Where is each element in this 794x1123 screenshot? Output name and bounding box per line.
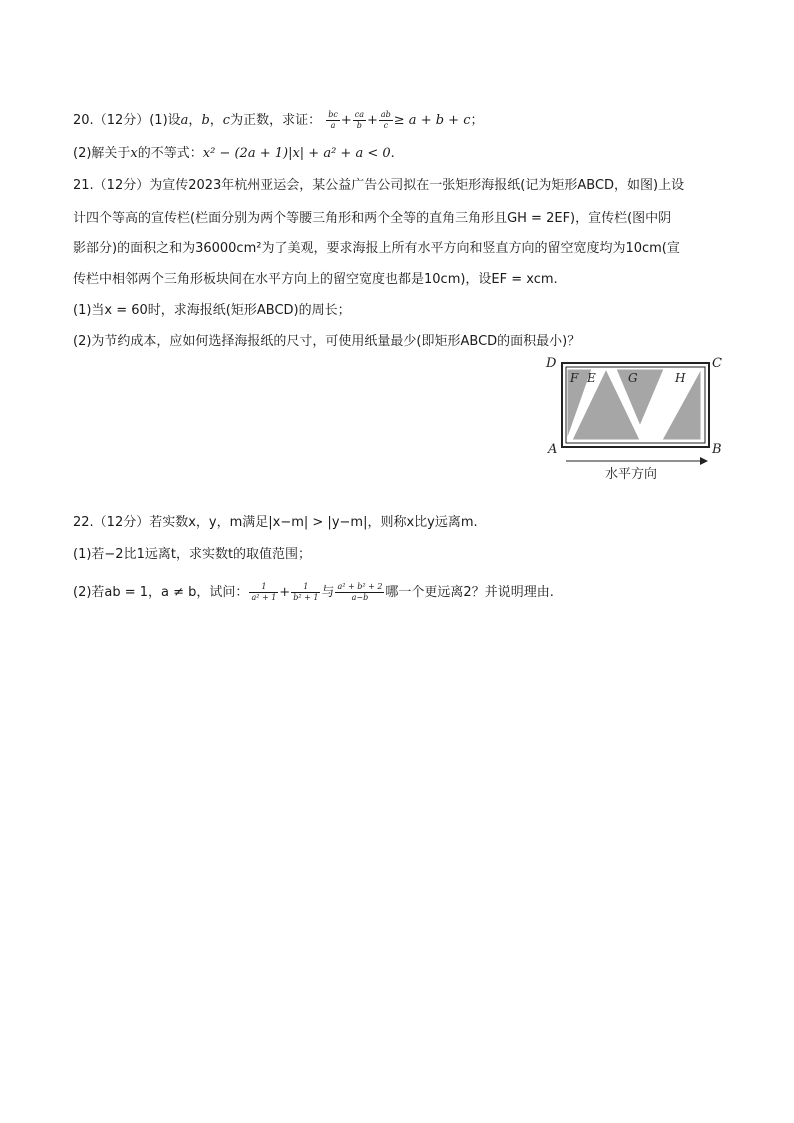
poster-diagram <box>540 352 730 482</box>
frac-denominator: a−b <box>351 593 369 602</box>
q22-fraction-3 <box>335 582 384 603</box>
q20-part2-text2: 的不等式： <box>137 146 203 161</box>
direction-caption: 水平方向 <box>605 467 658 482</box>
frac-denominator: c <box>383 121 389 130</box>
q20-line1 <box>73 110 484 131</box>
q20-part1-lead: (1)设 <box>149 113 181 128</box>
q20-part2-text: (2)解关于 <box>73 146 131 161</box>
frac-denominator: b <box>356 121 362 130</box>
q22-part2-tail: 哪一个更远离2？并说明理由. <box>385 585 554 600</box>
q20-comma: ， <box>209 113 223 128</box>
frac-numerator: ca <box>354 110 364 119</box>
plus-sign: + <box>366 113 378 128</box>
q21-line1: 21.（12分）为宣传2023年杭州亚运会，某公益广告公司拟在一张矩形海报纸(记为矩形ABCD，如图)上设 <box>73 178 685 193</box>
label-h: H <box>675 371 686 385</box>
frac-denominator: a² + 1 <box>251 593 277 602</box>
label-e: E <box>587 371 596 385</box>
frac-numerator: 1 <box>291 582 320 593</box>
frac-denominator: b² + 1 <box>293 593 319 602</box>
q20-line2 <box>73 145 395 163</box>
plus-sign: + <box>279 585 291 600</box>
q22-part2 <box>73 582 554 603</box>
q22-part2-lead: (2)若ab = 1，a ≠ b，试问： <box>73 585 249 600</box>
q22-line1: 22.（12分）若实数x，y，m满足|x−m| > |y−m|，则称x比y远离m. <box>73 515 478 530</box>
q20-inequality-rhs: ≥ a + b + c <box>393 113 471 128</box>
label-f: F <box>570 371 579 385</box>
q20-number: 20. <box>73 113 94 128</box>
q20-comma: ， <box>188 113 202 128</box>
q20-fraction-ab-c <box>379 110 393 131</box>
q22-part1: (1)若−2比1远离t，求实数t的取值范围； <box>73 547 312 562</box>
q22-with: 与 <box>321 585 335 600</box>
frac-numerator: ab <box>380 110 391 119</box>
frac-denominator: a <box>330 121 336 130</box>
q20-part2-expression: x² − (2a + 1)|x| + a² + a < 0. <box>202 146 395 161</box>
q20-semicolon: ； <box>470 113 484 128</box>
q20-part1-text: 为正数，求证： <box>230 113 322 128</box>
q20-fraction-bc-a <box>326 110 340 131</box>
frac-numerator: a² + b² + 2 <box>337 582 383 591</box>
q22-fraction-2 <box>291 582 320 603</box>
q20-part2-var: x <box>130 146 138 161</box>
q20-fraction-ca-b <box>353 110 366 131</box>
q20-var-c: c <box>222 113 231 128</box>
label-c: C <box>712 356 722 371</box>
label-b: B <box>712 442 722 457</box>
label-a: A <box>548 442 558 457</box>
q20-var-b: b <box>201 113 210 128</box>
q20-var-a: a <box>180 113 189 128</box>
q21-line4: 传栏中相邻两个三角形板块间在水平方向上的留空宽度也都是10cm)，设EF = xcm. <box>73 272 558 287</box>
label-d: D <box>546 356 557 371</box>
plus-sign: + <box>340 113 352 128</box>
q22-fraction-1 <box>249 582 278 603</box>
q21-part2: (2)为节约成本，应如何选择海报纸的尺寸，可使用纸量最少(即矩形ABCD的面积最小)？ <box>73 334 581 349</box>
q20-score: （12分） <box>93 113 150 128</box>
q21-line2: 计四个等高的宣传栏(栏面分别为两个等腰三角形和两个全等的直角三角形且GH = 2EF)，宣传栏(图中阴 <box>73 211 672 226</box>
frac-numerator: 1 <box>249 582 278 593</box>
label-g: G <box>628 371 638 385</box>
q21-part1: (1)当x = 60时，求海报纸(矩形ABCD)的周长； <box>73 303 351 318</box>
poster-figure <box>540 352 730 482</box>
q21-line3: 影部分)的面积之和为36000cm²为了美观，要求海报上所有水平方向和竖直方向的留空宽度均为10cm(宣 <box>73 241 680 256</box>
frac-numerator: bc <box>328 110 338 119</box>
arrow-head-icon <box>700 457 708 465</box>
